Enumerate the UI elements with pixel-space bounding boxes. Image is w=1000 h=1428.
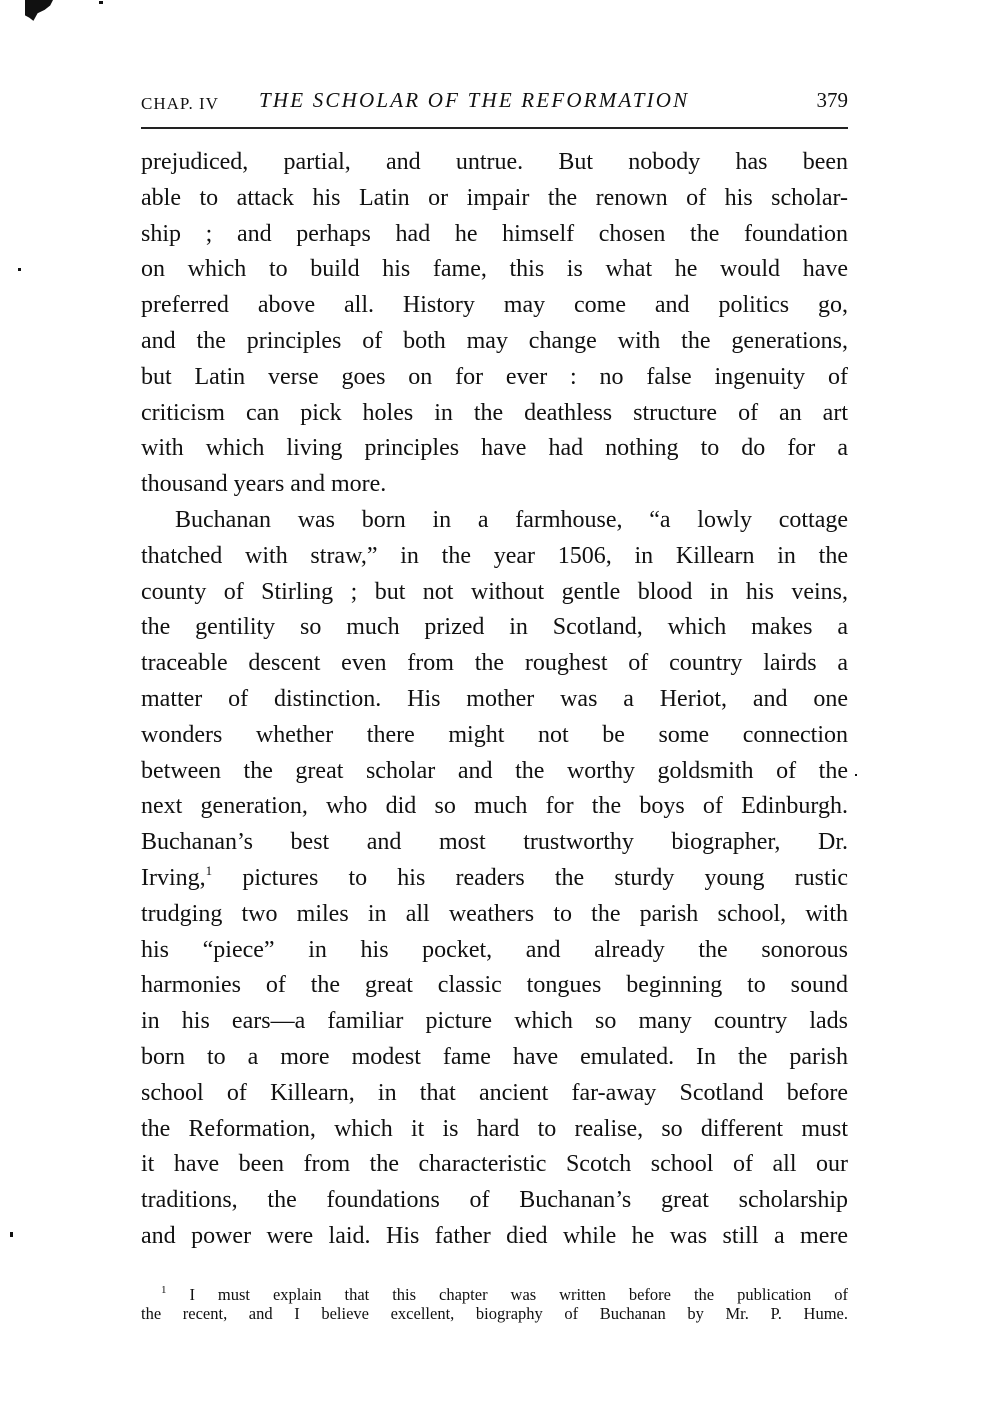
- text-line: wonders whether there might not be some connection: [141, 721, 848, 748]
- text-line: able to attack his Latin or impair the renown of his scholar-: [141, 184, 848, 211]
- text-line: on which to build his fame, this is what he would have: [141, 256, 848, 283]
- text-line: and the principles of both may change with the generations,: [141, 327, 848, 354]
- text-line: traceable descent even from the roughest of country lairds a: [141, 650, 848, 677]
- text-line: criticism can pick holes in the deathless structure of an art: [141, 399, 848, 426]
- scan-speck: [18, 268, 21, 271]
- text-line: and power were laid. His father died while he was still a mere: [141, 1222, 848, 1249]
- text-line: next generation, who did so much for the boys of Edinburgh.: [141, 793, 848, 820]
- header-rule: [141, 127, 848, 129]
- scan-speck: [855, 774, 857, 776]
- chapter-title: THE SCHOLAR OF THE REFORMATION: [259, 88, 690, 112]
- text-line: in his ears—a familiar picture which so many country lads: [141, 1008, 848, 1035]
- scan-speck: [99, 1, 103, 4]
- text-line: with which living principles have had nothing to do for a: [141, 435, 848, 462]
- text-line-with-footnote-ref: [141, 861, 848, 897]
- text-line: traditions, the foundations of Buchanan’s great scholarship: [141, 1187, 848, 1214]
- text-fragment: pictures to his readers the sturdy young rustic: [242, 864, 849, 891]
- text-line: his “piece” in his pocket, and already the sonorous: [141, 936, 848, 963]
- footnote-line: the recent, and I believe excellent, biography of Buchanan by Mr. P. Hume.: [141, 1304, 848, 1323]
- text-line: between the great scholar and the worthy goldsmith of the: [141, 757, 848, 784]
- irving-word: Irving,: [141, 864, 206, 891]
- text-line: the gentility so much prized in Scotland, which makes a: [141, 614, 848, 641]
- scan-artifact-blot: [25, 0, 53, 22]
- text-line: thousand years and more.: [141, 471, 387, 498]
- text-line: it have been from the characteristic Scotch school of all our: [141, 1151, 848, 1178]
- footnote-marker: 1: [161, 1284, 167, 1296]
- footnote-reference[interactable]: 1: [205, 862, 213, 878]
- scan-speck: [10, 1232, 13, 1237]
- text-line: prejudiced, partial, and untrue. But nobody has been: [141, 149, 848, 175]
- text-line: school of Killearn, in that ancient far-away Scotland before: [141, 1079, 848, 1106]
- text-line: born to a more modest fame have emulated. In the parish: [141, 1043, 848, 1070]
- text-line: harmonies of the great classic tongues beginning to sound: [141, 972, 848, 999]
- text-line: preferred above all. History may come and politics go,: [141, 292, 848, 319]
- text-line: county of Stirling ; but not without gentle blood in his veins,: [141, 578, 848, 605]
- page-number: 379: [816, 88, 848, 112]
- running-head: [141, 86, 848, 120]
- body-text: [141, 145, 848, 1255]
- footnote-line: [141, 1285, 848, 1304]
- text-line: ship ; and perhaps had he himself chosen the foundation: [141, 220, 848, 247]
- footnote-text: I must explain that this chapter was written before the publication of: [189, 1285, 849, 1304]
- text-line: trudging two miles in all weathers to the parish school, with: [141, 900, 848, 927]
- text-line: matter of distinction. His mother was a Heriot, and one: [141, 685, 848, 712]
- text-line: Buchanan’s best and most trustworthy biographer, Dr.: [141, 829, 848, 856]
- text-line: the Reformation, which it is hard to realise, so different must: [141, 1115, 848, 1142]
- chapter-label: CHAP. IV: [141, 94, 219, 113]
- text-line: but Latin verse goes on for ever : no false ingenuity of: [141, 363, 848, 390]
- text-line: thatched with straw,” in the year 1506, in Killearn in the: [141, 542, 848, 569]
- paragraph-start-line: Buchanan was born in a farmhouse, “a lowly cottage: [175, 506, 848, 533]
- footnote: [141, 1285, 848, 1323]
